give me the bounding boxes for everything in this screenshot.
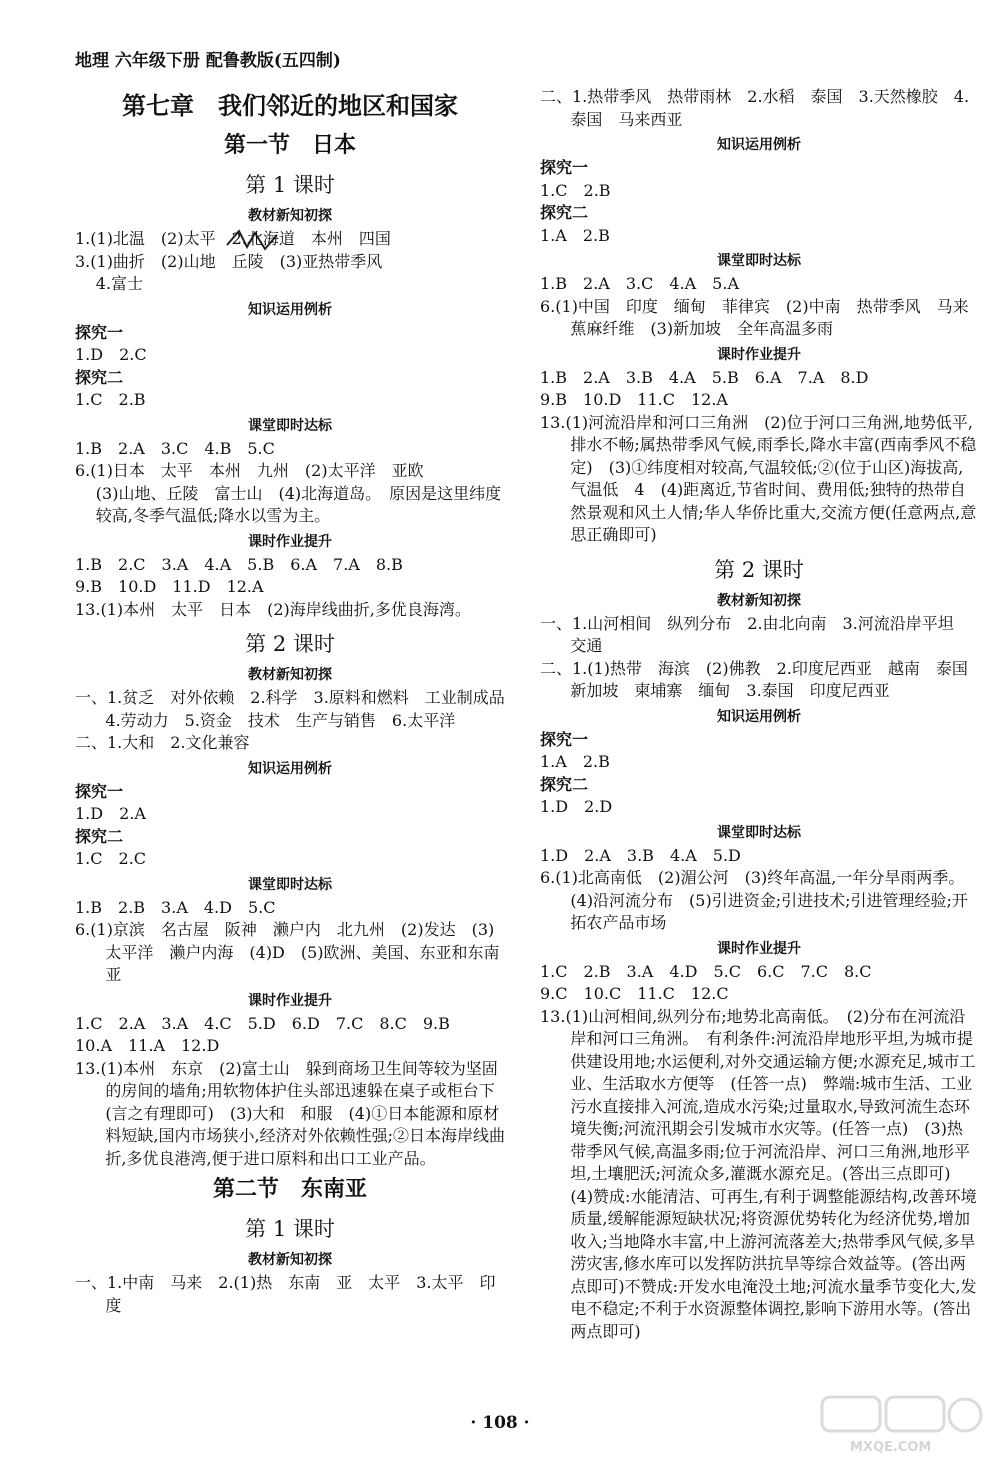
subheading: 课时作业提升	[248, 533, 332, 550]
right-column	[540, 86, 985, 1343]
answer-line: 1.D 2.C	[75, 345, 147, 364]
probe-label: 探究二	[75, 826, 124, 846]
subheading: 知识运用例析	[717, 708, 801, 725]
subheading: 知识运用例析	[248, 301, 332, 318]
answer-line: 1.C 2.A 3.A 4.C 5.D 6.D 7.C 8.C 9.B	[75, 1013, 450, 1033]
answer-block: 二、1.(1)热带 海滨 (2)佛教 2.印度尼西亚 越南 泰国 新加坡 柬埔寨 缅甸 3.泰国 印度尼西亚	[540, 658, 984, 700]
answer-line: 9.B 10.D 11.D 12.A	[75, 577, 264, 596]
answer-line: 1.D 2.A 3.B 4.A 5.D	[540, 845, 741, 865]
subheading: 课堂即时达标	[717, 824, 801, 841]
running-header: 地理 六年级下册 配鲁教版(五四制)	[75, 51, 341, 71]
section-title: 第一节 日本	[223, 132, 356, 158]
answer-block: 6.(1)中国 印度 缅甸 菲律宾 (2)中南 热带季风 马来 蕉麻纤维 (3)新加坡 全年高温多雨	[540, 296, 985, 338]
answer-line: 1.C 2.B	[540, 180, 611, 200]
watermark-text: MXQE.COM	[850, 1440, 932, 1455]
probe-label: 探究一	[75, 781, 124, 801]
answer-block: 13.(1)本州 太平 日本 (2)海岸线曲折,多优良海湾。	[75, 599, 471, 619]
answer-line: 1.D 2.A	[75, 804, 146, 823]
answer-line: 1.B 2.A 3.C 4.B 5.C	[75, 438, 275, 458]
probe-label: 探究一	[75, 322, 124, 342]
answer-line: 9.B 10.D 11.C 12.A	[540, 390, 728, 409]
answer-block: 13.(1)河流沿岸和河口三角洲 (2)位于河口三角洲,地势低平,排水不畅;属热带季风气候,雨季长,降水丰富(西南季风不稳定) (3)①纬度相对较高,气温较低;②(位于山区)海拔高,气温低 4 (4)距离近,节省时间、费用低;独特的热带自然景观和风土人情;华人华侨比重大,交流方便(任意两点,意思正确即可)	[540, 412, 977, 544]
answer-block: 一、1.山河相间 纵列分布 2.由北向南 3.河流沿岸平坦 交通	[540, 613, 970, 655]
section-title: 第二节 东南亚	[212, 1176, 367, 1202]
answer-line: 6.(1)日本 太平 本州 九州 (2)太平洋 亚欧	[75, 461, 424, 480]
answer-block: 13.(1)山河相间,纵列分布;地势北高南低。 (2)分布在河流沿岸和河口三角洲。 有利条件:河流沿岸地形平坦,为城市提供建设用地;水运便利,对外交通运输方便;水源充足,城市工业、生活取水方便等 (任答一点) 弊端:城市生活、工业污水直接排入河流,造成水污染;过量取水,导致河流生态环境失衡;河流汛期会引发城市水灾等。(任答一点) (3)热带季风气候,高温多雨;位于河流沿岸、河口三角洲,地形平坦,土壤肥沃;河流众多,灌溉水源充足。(答出三点即可) (4)赞成:水能清洁、可再生,有利于调整能源结构,改善环境质量,缓解能源短缺状况;将资源优势转化为经济优势,增加收入;当地降水丰富,中上游河流落差大;热带季风气候,多旱涝灾害,修水库可以发挥防洪抗旱等综合效益等。(答出两点即可)不赞成:开发水电淹没土地;河流水量季节变化大,发电不稳定;不利于水资源整体调控,影响下游用水等。(答出两点即可)	[540, 1006, 977, 1341]
answer-line: 1.B 2.C 3.A 4.A 5.B 6.A 7.A 8.B	[75, 554, 403, 574]
subheading: 课堂即时达标	[717, 253, 801, 269]
answer-block: 一、1.贫乏 对外依赖 2.科学 3.原料和燃料 工业制成品 4.劳动力 5.资金 技术 生产与销售 6.太平洋	[75, 688, 521, 730]
subheading: 知识运用例析	[717, 137, 801, 153]
chapter-title: 第七章 我们邻近的地区和国家	[122, 91, 458, 120]
subheading: 课堂即时达标	[248, 417, 332, 434]
answer-line: 1.A 2.B	[540, 225, 610, 245]
answer-line: 9.C 10.C 11.C 12.C	[540, 984, 729, 1003]
answer-line: 1.A 2.B	[540, 752, 610, 771]
lesson-title: 第 1 课时	[245, 173, 335, 197]
subheading: 知识运用例析	[248, 760, 332, 777]
subheading: 教材新知初探	[248, 667, 332, 683]
probe-label: 探究一	[540, 729, 589, 749]
lesson-title: 第 2 课时	[714, 557, 804, 582]
left-column	[75, 86, 521, 1317]
probe-label: 探究二	[540, 203, 589, 222]
page-number: · 108 ·	[470, 1413, 530, 1433]
subheading: 教材新知初探	[248, 1252, 332, 1268]
subheading: 教材新知初探	[717, 592, 801, 609]
answer-block: 一、1.中南 马来 2.(1)热 东南 亚 太平 3.太平 印度	[75, 1273, 496, 1315]
answer-line: 10.A 11.A 12.D	[75, 1036, 220, 1055]
probe-label: 探究二	[75, 367, 124, 387]
answer-line: 1.D 2.D	[540, 797, 613, 816]
probe-label: 探究一	[540, 158, 589, 177]
subheading: 课堂即时达标	[248, 876, 332, 893]
subheading: 课时作业提升	[717, 346, 801, 363]
answer-line: 4.富士	[95, 274, 144, 293]
answer-line: 二、1.大和 2.文化兼容	[75, 733, 250, 752]
probe-label: 探究二	[540, 774, 589, 794]
answer-line: 1.B 2.B 3.A 4.D 5.C	[75, 897, 276, 917]
answer-line: 1.C 2.B 3.A 4.D 5.C 6.C 7.C 8.C	[540, 961, 872, 981]
subheading: 课时作业提升	[717, 940, 801, 957]
answer-line: 1.B 2.A 3.B 4.A 5.B 6.A 7.A 8.D	[540, 367, 869, 387]
answer-block: 13.(1)本州 东京 (2)富士山 躲到商场卫生间等较为坚固的房间的墙角;用软物体护住头部迅速躲在桌子或柜台下(言之有理即可) (3)大和 和服 (4)①日本能源和原材料短缺,国内市场狭小,经济对外依赖性强;②日本海岸线曲折,多优良港湾,便于进口原料和出口工业产品。	[75, 1058, 505, 1168]
answer-line: 1.(1)北温 (2)太平 2.北海道 本州 四国	[75, 229, 391, 248]
answer-line: (3)山地、丘陵 富士山 (4)北海道岛。 原因是这里纬度较高,冬季气温低;降水以雪为主。	[95, 483, 502, 525]
answer-line: 3.(1)曲折 (2)山地 丘陵 (3)亚热带季风	[75, 251, 383, 271]
answer-line: 1.B 2.A 3.C 4.A 5.A	[540, 274, 739, 293]
answer-line: 1.C 2.B	[75, 390, 146, 409]
lesson-title: 第 2 课时	[245, 632, 335, 656]
answer-block: 二、1.热带季风 热带雨林 2.水稻 泰国 3.天然橡胶 4.泰国 马来西亚	[540, 87, 970, 129]
subheading: 教材新知初探	[248, 208, 332, 224]
lesson-title: 第 1 课时	[245, 1217, 335, 1241]
answer-block: 6.(1)京滨 名古屋 阪神 濑户内 北九州 (2)发达 (3)太平洋 濑户内海 (4)D (5)欧洲、美国、东亚和东南亚	[75, 920, 500, 984]
answer-block: 6.(1)北高南低 (2)湄公河 (3)终年高温,一年分旱雨两季。 (4)沿河流分布 (5)引进资金;引进技术;引进管理经验;开拓农产品市场	[540, 868, 973, 932]
subheading: 课时作业提升	[248, 992, 332, 1009]
watermark-logo	[820, 1395, 985, 1455]
answer-line: 1.C 2.C	[75, 849, 147, 868]
